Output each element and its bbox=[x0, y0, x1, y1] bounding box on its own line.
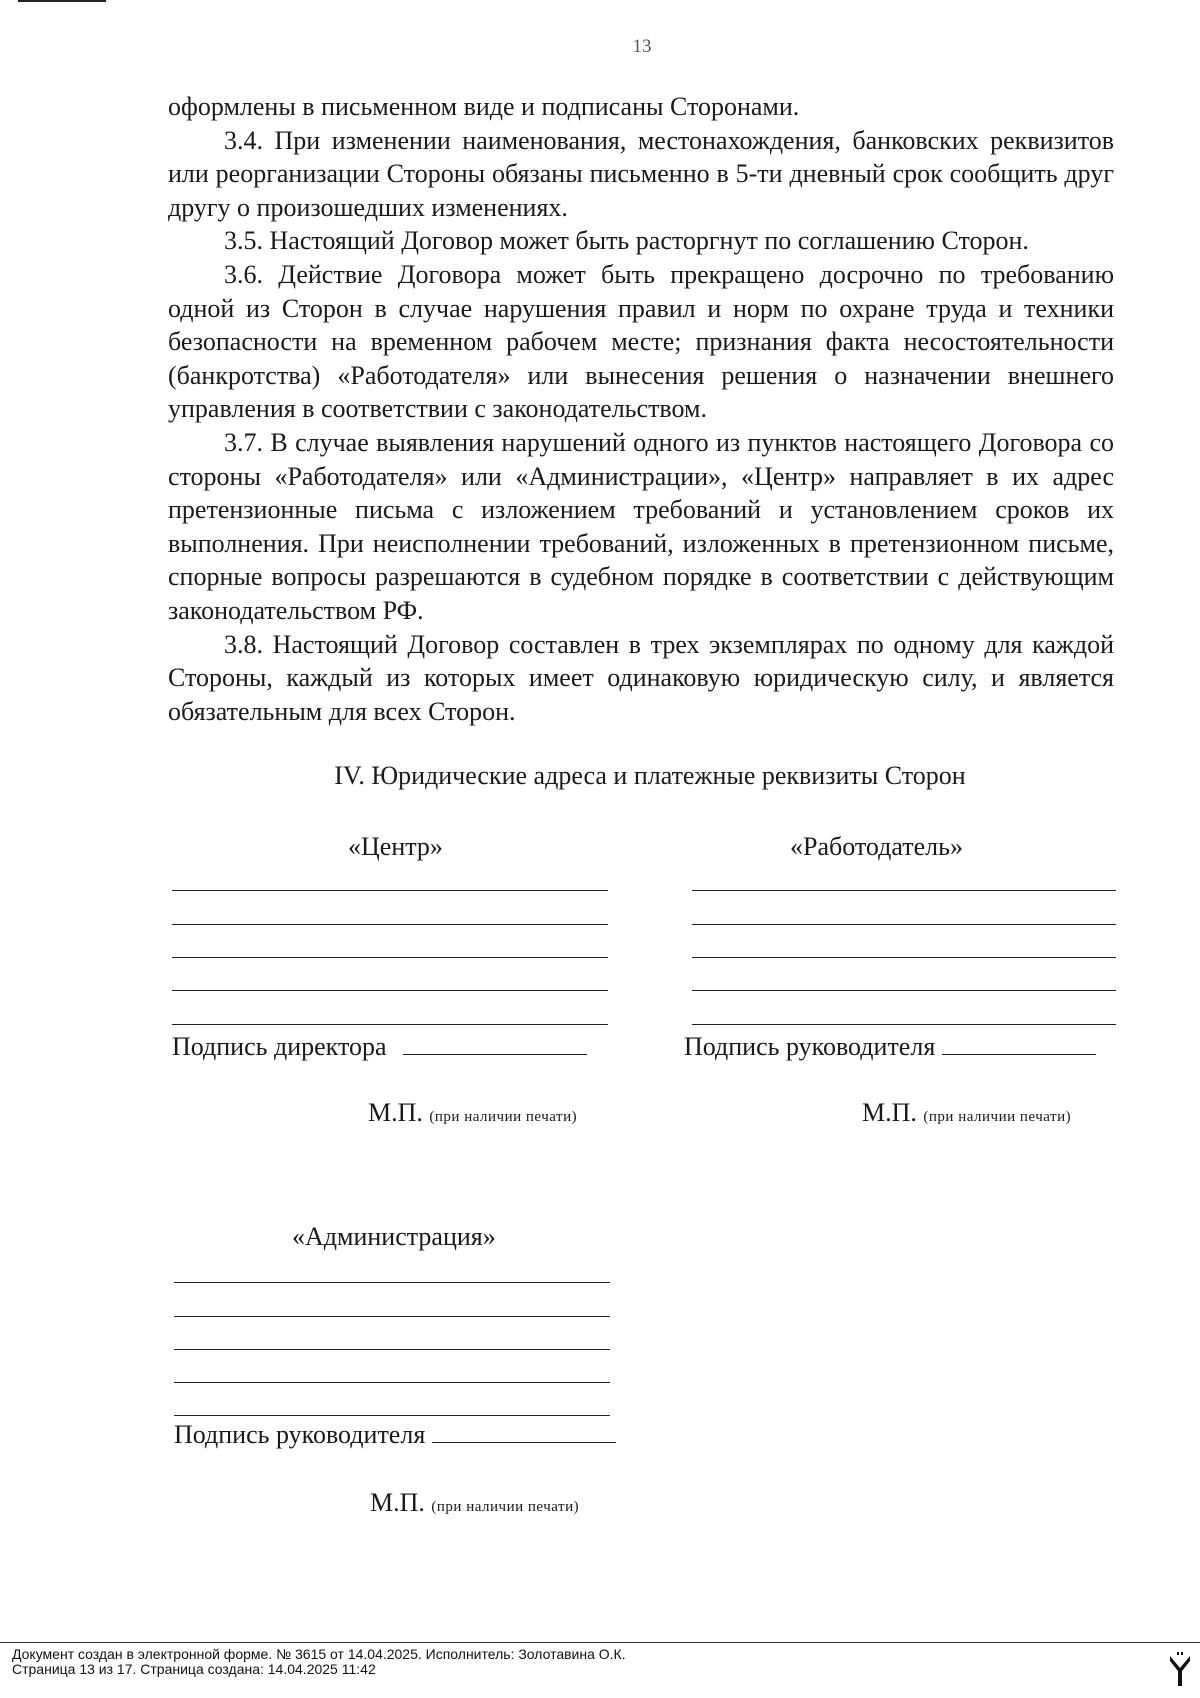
signature-field-employer bbox=[684, 1032, 1096, 1062]
signature-blank-administration bbox=[432, 1420, 616, 1443]
signature-label-center: Подпись директора bbox=[172, 1032, 387, 1061]
address-line-administration bbox=[174, 1349, 610, 1350]
address-line-administration bbox=[174, 1316, 610, 1317]
signature-field-center bbox=[172, 1032, 587, 1062]
address-line-employer bbox=[692, 924, 1116, 925]
address-line-center bbox=[172, 924, 608, 925]
clause-3-4: 3.4. При изменении наименования, местонахождения, банковских реквизитов или реорганизации Стороны обязаны письменно в 5-ти дневный срок сообщить друг другу о произошедших изменениях. bbox=[168, 125, 1114, 222]
address-line-center bbox=[172, 990, 608, 991]
signature-blank-center bbox=[403, 1032, 587, 1055]
footer-info bbox=[12, 1647, 626, 1677]
stamp-label: М.П. bbox=[862, 1098, 917, 1127]
address-line-center bbox=[172, 957, 608, 958]
address-line-employer bbox=[692, 1024, 1116, 1025]
stamp-label: М.П. bbox=[368, 1098, 423, 1127]
paragraph-continuation: оформлены в письменном виде и подписаны Сторонами. bbox=[168, 92, 800, 121]
clause-3-8: 3.8. Настоящий Договор составлен в трех экземплярах по одному для каждой Стороны, каждый из которых имеет одинаковую юридическую силу, и является обязательным для всех Сторон. bbox=[168, 629, 1114, 726]
party-title-administration: «Администрация» bbox=[292, 1222, 496, 1251]
signature-blank-employer bbox=[942, 1032, 1096, 1055]
clause-3-7: 3.7. В случае выявления нарушений одного из пунктов настоящего Договора со стороны «Работодателя» или «Администрации», «Центр» направляет в их адрес претензионные письма с изложением требований и установлением сроков их выполнения. При неисполнении требований, изложенных в претензионном письме, спорные вопросы разрешаются в судебном порядке в соответствии с действующим законодательством РФ. bbox=[168, 427, 1114, 625]
address-line-administration bbox=[174, 1382, 610, 1383]
signature-label-employer: Подпись руководителя bbox=[684, 1032, 936, 1061]
address-line-employer bbox=[692, 957, 1116, 958]
address-line-administration bbox=[174, 1282, 610, 1283]
stamp-employer bbox=[862, 1098, 1071, 1128]
footer-line-2: Страница 13 из 17. Страница создана: 14.04.2025 11:42 bbox=[12, 1661, 376, 1677]
stamp-label: М.П. bbox=[370, 1488, 425, 1517]
party-title-center: «Центр» bbox=[348, 832, 443, 861]
party-title-employer: «Работодатель» bbox=[790, 832, 963, 861]
signature-label-administration: Подпись руководителя bbox=[174, 1420, 426, 1449]
stamp-note: (при наличии печати) bbox=[431, 1499, 580, 1515]
clause-3-6: 3.6. Действие Договора может быть прекращено досрочно по требованию одной из Сторон в случае нарушения правил и норм по охране труда и техники безопасности на временном рабочем месте; признания факта несостоятельности (банкротства) «Работодателя» или вынесения решения о назначении внешнего управления в соответствии с законодательством. bbox=[168, 259, 1114, 424]
address-line-employer bbox=[692, 890, 1116, 891]
footer-line-1: Документ создан в электронной форме. № 3615 от 14.04.2025. Исполнитель: Золотавина О.К. bbox=[12, 1646, 626, 1662]
logo-icon bbox=[1168, 1652, 1192, 1688]
section-heading: IV. Юридические адреса и платежные реквизиты Сторон bbox=[334, 761, 966, 790]
stamp-note: (при наличии печати) bbox=[429, 1109, 578, 1125]
stamp-note: (при наличии печати) bbox=[923, 1109, 1072, 1125]
stamp-center bbox=[368, 1098, 577, 1128]
address-line-center bbox=[172, 1024, 608, 1025]
footer-divider bbox=[0, 1642, 1200, 1643]
page-number: 13 bbox=[632, 36, 652, 57]
clause-3-5: 3.5. Настоящий Договор может быть расторгнут по соглашению Сторон. bbox=[224, 226, 1029, 256]
contract-body bbox=[168, 90, 1114, 728]
stamp-administration bbox=[370, 1488, 579, 1518]
top-edge-rule bbox=[18, 0, 106, 2]
signature-field-administration bbox=[174, 1420, 616, 1450]
address-line-employer bbox=[692, 990, 1116, 991]
address-line-center bbox=[172, 890, 608, 891]
address-line-administration bbox=[174, 1415, 610, 1416]
